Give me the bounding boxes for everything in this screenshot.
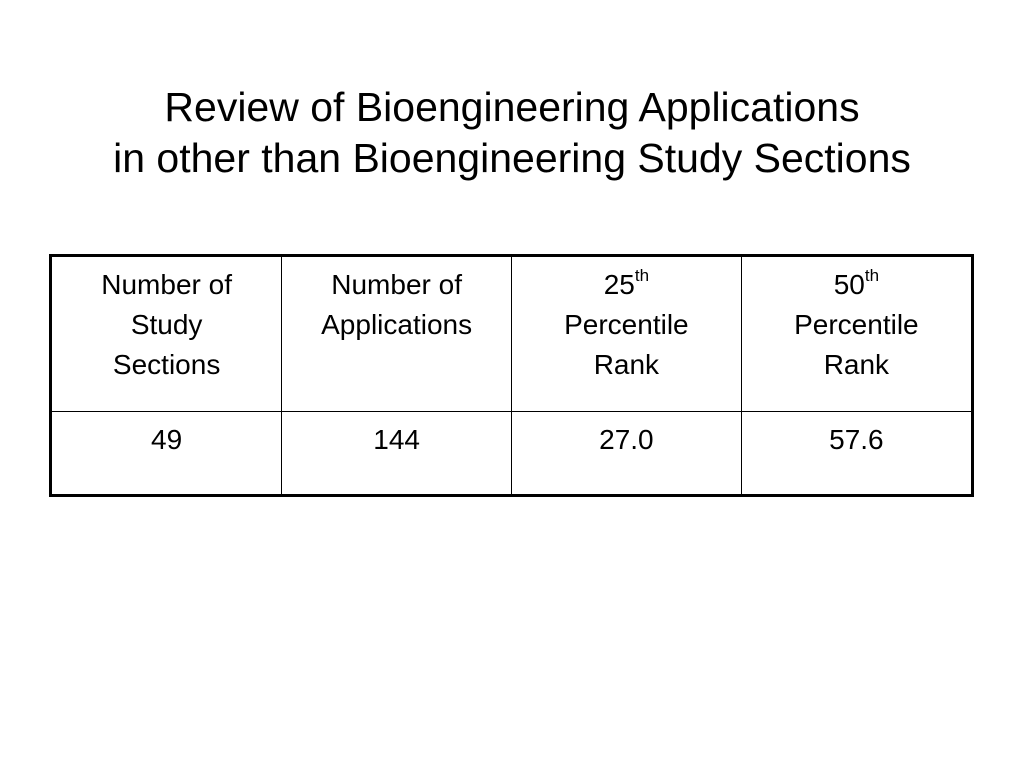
header-ordinal-suffix: th bbox=[864, 265, 880, 285]
header-text: Percentile bbox=[564, 309, 689, 340]
header-text: Rank bbox=[823, 349, 890, 380]
header-25th-percentile bbox=[512, 257, 742, 411]
header-text: Rank bbox=[593, 349, 660, 380]
data-table bbox=[52, 257, 971, 494]
header-study-sections bbox=[52, 257, 282, 411]
header-number: 50 bbox=[833, 269, 865, 300]
title-line-1: Review of Bioengineering Applications bbox=[164, 84, 860, 130]
header-text bbox=[746, 265, 967, 305]
cell-applications: 144 bbox=[282, 411, 512, 494]
header-text: Number of bbox=[331, 269, 462, 300]
cell-25th-percentile: 27.0 bbox=[512, 411, 742, 494]
header-text: Number of bbox=[101, 269, 232, 300]
header-50th-percentile bbox=[741, 257, 971, 411]
header-text bbox=[516, 265, 737, 305]
header-text: Sections bbox=[112, 349, 221, 380]
title-line-2: in other than Bioengineering Study Sections bbox=[113, 135, 911, 181]
table-row bbox=[52, 411, 971, 494]
cell-study-sections: 49 bbox=[52, 411, 282, 494]
header-row bbox=[52, 257, 971, 411]
header-applications bbox=[282, 257, 512, 411]
data-table-frame bbox=[49, 254, 974, 497]
cell-50th-percentile: 57.6 bbox=[741, 411, 971, 494]
header-number: 25 bbox=[603, 269, 635, 300]
slide-title bbox=[0, 82, 1024, 184]
header-text: Applications bbox=[321, 309, 473, 340]
header-ordinal-suffix: th bbox=[634, 265, 650, 285]
header-text: Percentile bbox=[794, 309, 919, 340]
header-text: Study bbox=[130, 309, 203, 340]
